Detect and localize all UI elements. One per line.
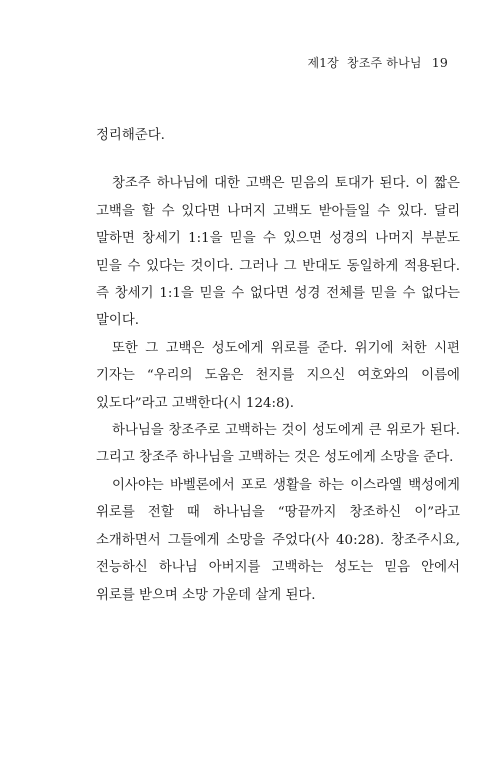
running-header [307, 54, 448, 71]
paragraph: 창조주 하나님에 대한 고백은 믿음의 토대가 된다. 이 짧은 고백을 할 수 있다면 나머지 고백도 받아들일 수 있다. 달리 말하면 창세기 1:1을 믿을 수 있으면 성경의 나머지 부분도 믿을 수 있다는 것이다. 그러나 그 반대도 동일하게 적용된다. 즉 창세기 1:1을 믿을 수 없다면 성경 전체를 믿을 수 없다는 말이다. [96, 176, 460, 329]
paragraph: 하나님을 창조주로 고백하는 것이 성도에게 큰 위로가 된다. 그리고 창조주 하나님을 고백하는 것은 성도에게 소망을 준다. [96, 423, 460, 466]
paragraph: 또한 그 고백은 성도에게 위로를 준다. 위기에 처한 시편 기자는 “우리의 도움은 천지를 지으신 여호와의 이름에 있도다”라고 고백한다(시 124:8). [96, 340, 460, 411]
body-text [96, 122, 460, 609]
page-number: 19 [431, 55, 448, 70]
paragraph: 이사야는 바벨론에서 포로 생활을 하는 이스라엘 백성에게 위로를 전할 때 하나님을 “땅끝까지 창조하신 이”라고 소개하면서 그들에게 소망을 주었다(사 40:28). 창조주시요, 전능하신 하나님 아버지를 고백하는 성도는 믿음 안에서 위로를 받으며 소망 가운데 살게 된다. [96, 477, 460, 603]
paragraph-continuation: 정리해준다. [96, 128, 165, 143]
chapter-title: 창조주 하나님 [346, 56, 422, 70]
chapter-label: 제1장 [307, 56, 339, 70]
